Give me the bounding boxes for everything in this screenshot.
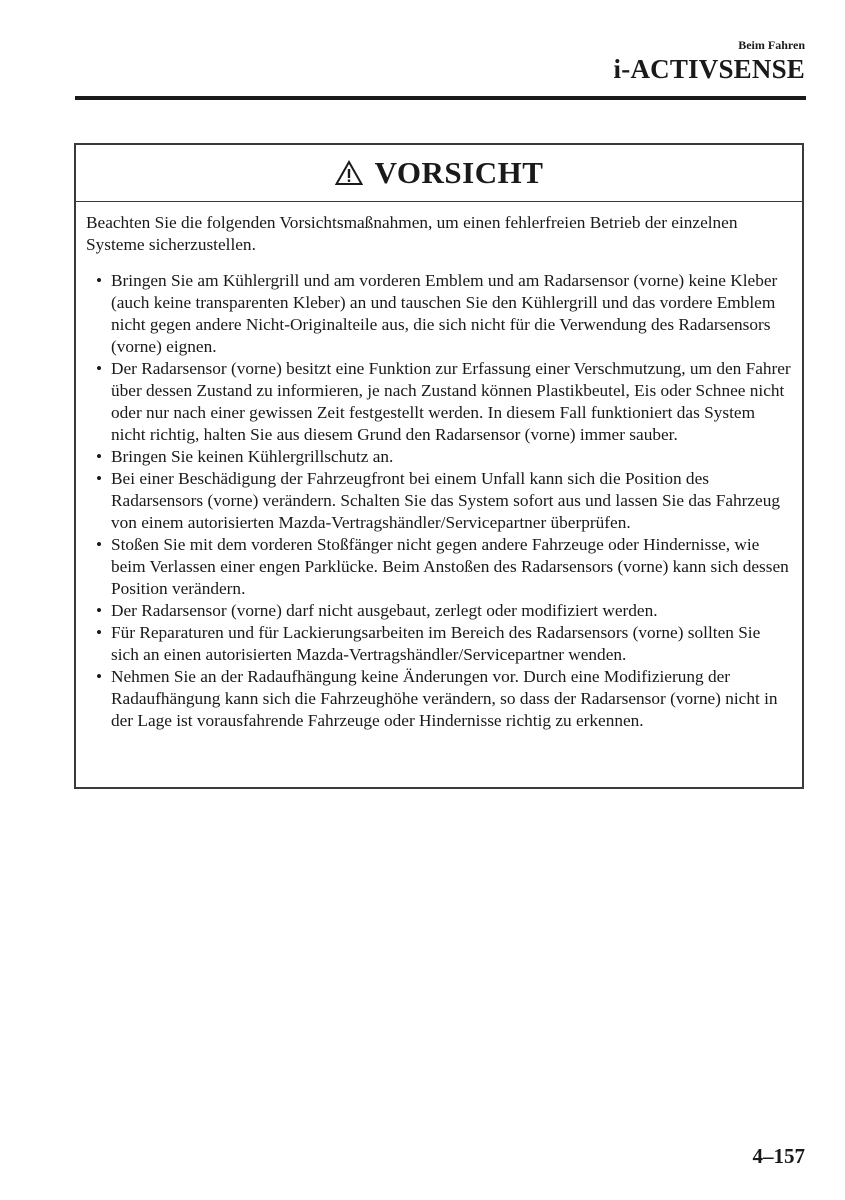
caution-body <box>76 202 802 732</box>
list-item-text: Nehmen Sie an der Radaufhängung keine Änderungen vor. Durch eine Modifizierung der Radaufhängung kann sich die Fahrzeughöhe verändern, so dass der Radarsensor (vorne) nicht in der Lage ist vorausfahrende Fahrzeuge oder Hindernisse richtig zu erkennen. <box>111 667 778 730</box>
list-item <box>86 534 792 600</box>
page-number: 4–157 <box>752 1144 805 1168</box>
list-item-text: Bringen Sie keinen Kühlergrillschutz an. <box>111 447 394 466</box>
caution-box <box>74 143 804 789</box>
caution-header <box>76 145 802 202</box>
chapter-title: i-ACTIVSENSE <box>613 54 805 84</box>
running-header <box>614 38 805 84</box>
bullet-icon: • <box>96 601 103 620</box>
caution-list <box>86 270 792 732</box>
list-item <box>86 358 792 446</box>
list-item-text: Bei einer Beschädigung der Fahrzeugfront bei einem Unfall kann sich die Position des Radarsensors (vorne) verändern. Schalten Sie das System sofort aus und lassen Sie das Fahrzeug von einem autorisierten Mazda-Vertragshändler/Servicepartner überprüfen. <box>111 469 781 532</box>
list-item <box>86 446 792 468</box>
bullet-icon: • <box>96 271 103 290</box>
section-title: Beim Fahren <box>738 38 805 52</box>
bullet-icon: • <box>96 359 103 378</box>
list-item <box>86 468 792 534</box>
list-item <box>86 600 792 622</box>
list-item-text: Bringen Sie am Kühlergrill und am vorderen Emblem und am Radarsensor (vorne) keine Kleber (auch keine transparenten Kleber) an und tauschen Sie den Kühlergrill und das vordere Emblem nicht gegen andere Nicht-Originalteile aus, die sich nicht für die Verwendung des Radarsensors (vorne) eignen. <box>111 271 778 356</box>
list-item-text: Stoßen Sie mit dem vorderen Stoßfänger nicht gegen andere Fahrzeuge oder Hindernisse, wie beim Verlassen einer engen Parklücke. Beim Anstoßen des Radarsensors (vorne) kann sich dessen Position verändern. <box>111 535 789 598</box>
list-item <box>86 270 792 358</box>
bullet-icon: • <box>96 623 103 642</box>
bullet-icon: • <box>96 667 103 686</box>
list-item-text: Für Reparaturen und für Lackierungsarbeiten im Bereich des Radarsensors (vorne) sollten Sie sich an einen autorisierten Mazda-Vertragshändler/Servicepartner wenden. <box>111 623 761 664</box>
list-item <box>86 622 792 666</box>
bullet-icon: • <box>96 469 103 488</box>
list-item-text: Der Radarsensor (vorne) besitzt eine Funktion zur Erfassung einer Verschmutzung, um den Fahrer über dessen Zustand zu informieren, je nach Zustand können Plastikbeutel, Eis oder Schnee nicht oder nur nach einer gewissen Zeit festgestellt werden. In diesem Fall funktioniert das System nicht richtig, halten Sie aus diesem Grund den Radarsensor (vorne) immer sauber. <box>111 359 791 444</box>
caution-title: VORSICHT <box>374 155 544 190</box>
list-item-text: Der Radarsensor (vorne) darf nicht ausgebaut, zerlegt oder modifiziert werden. <box>111 601 658 620</box>
bullet-icon: • <box>96 535 103 554</box>
caution-intro: Beachten Sie die folgenden Vorsichtsmaßnahmen, um einen fehlerfreien Betrieb der einzelnen Systeme sicherzustellen. <box>86 213 738 254</box>
header-rule <box>75 96 806 100</box>
list-item <box>86 666 792 732</box>
warning-triangle-icon <box>335 160 363 186</box>
bullet-icon: • <box>96 447 103 466</box>
